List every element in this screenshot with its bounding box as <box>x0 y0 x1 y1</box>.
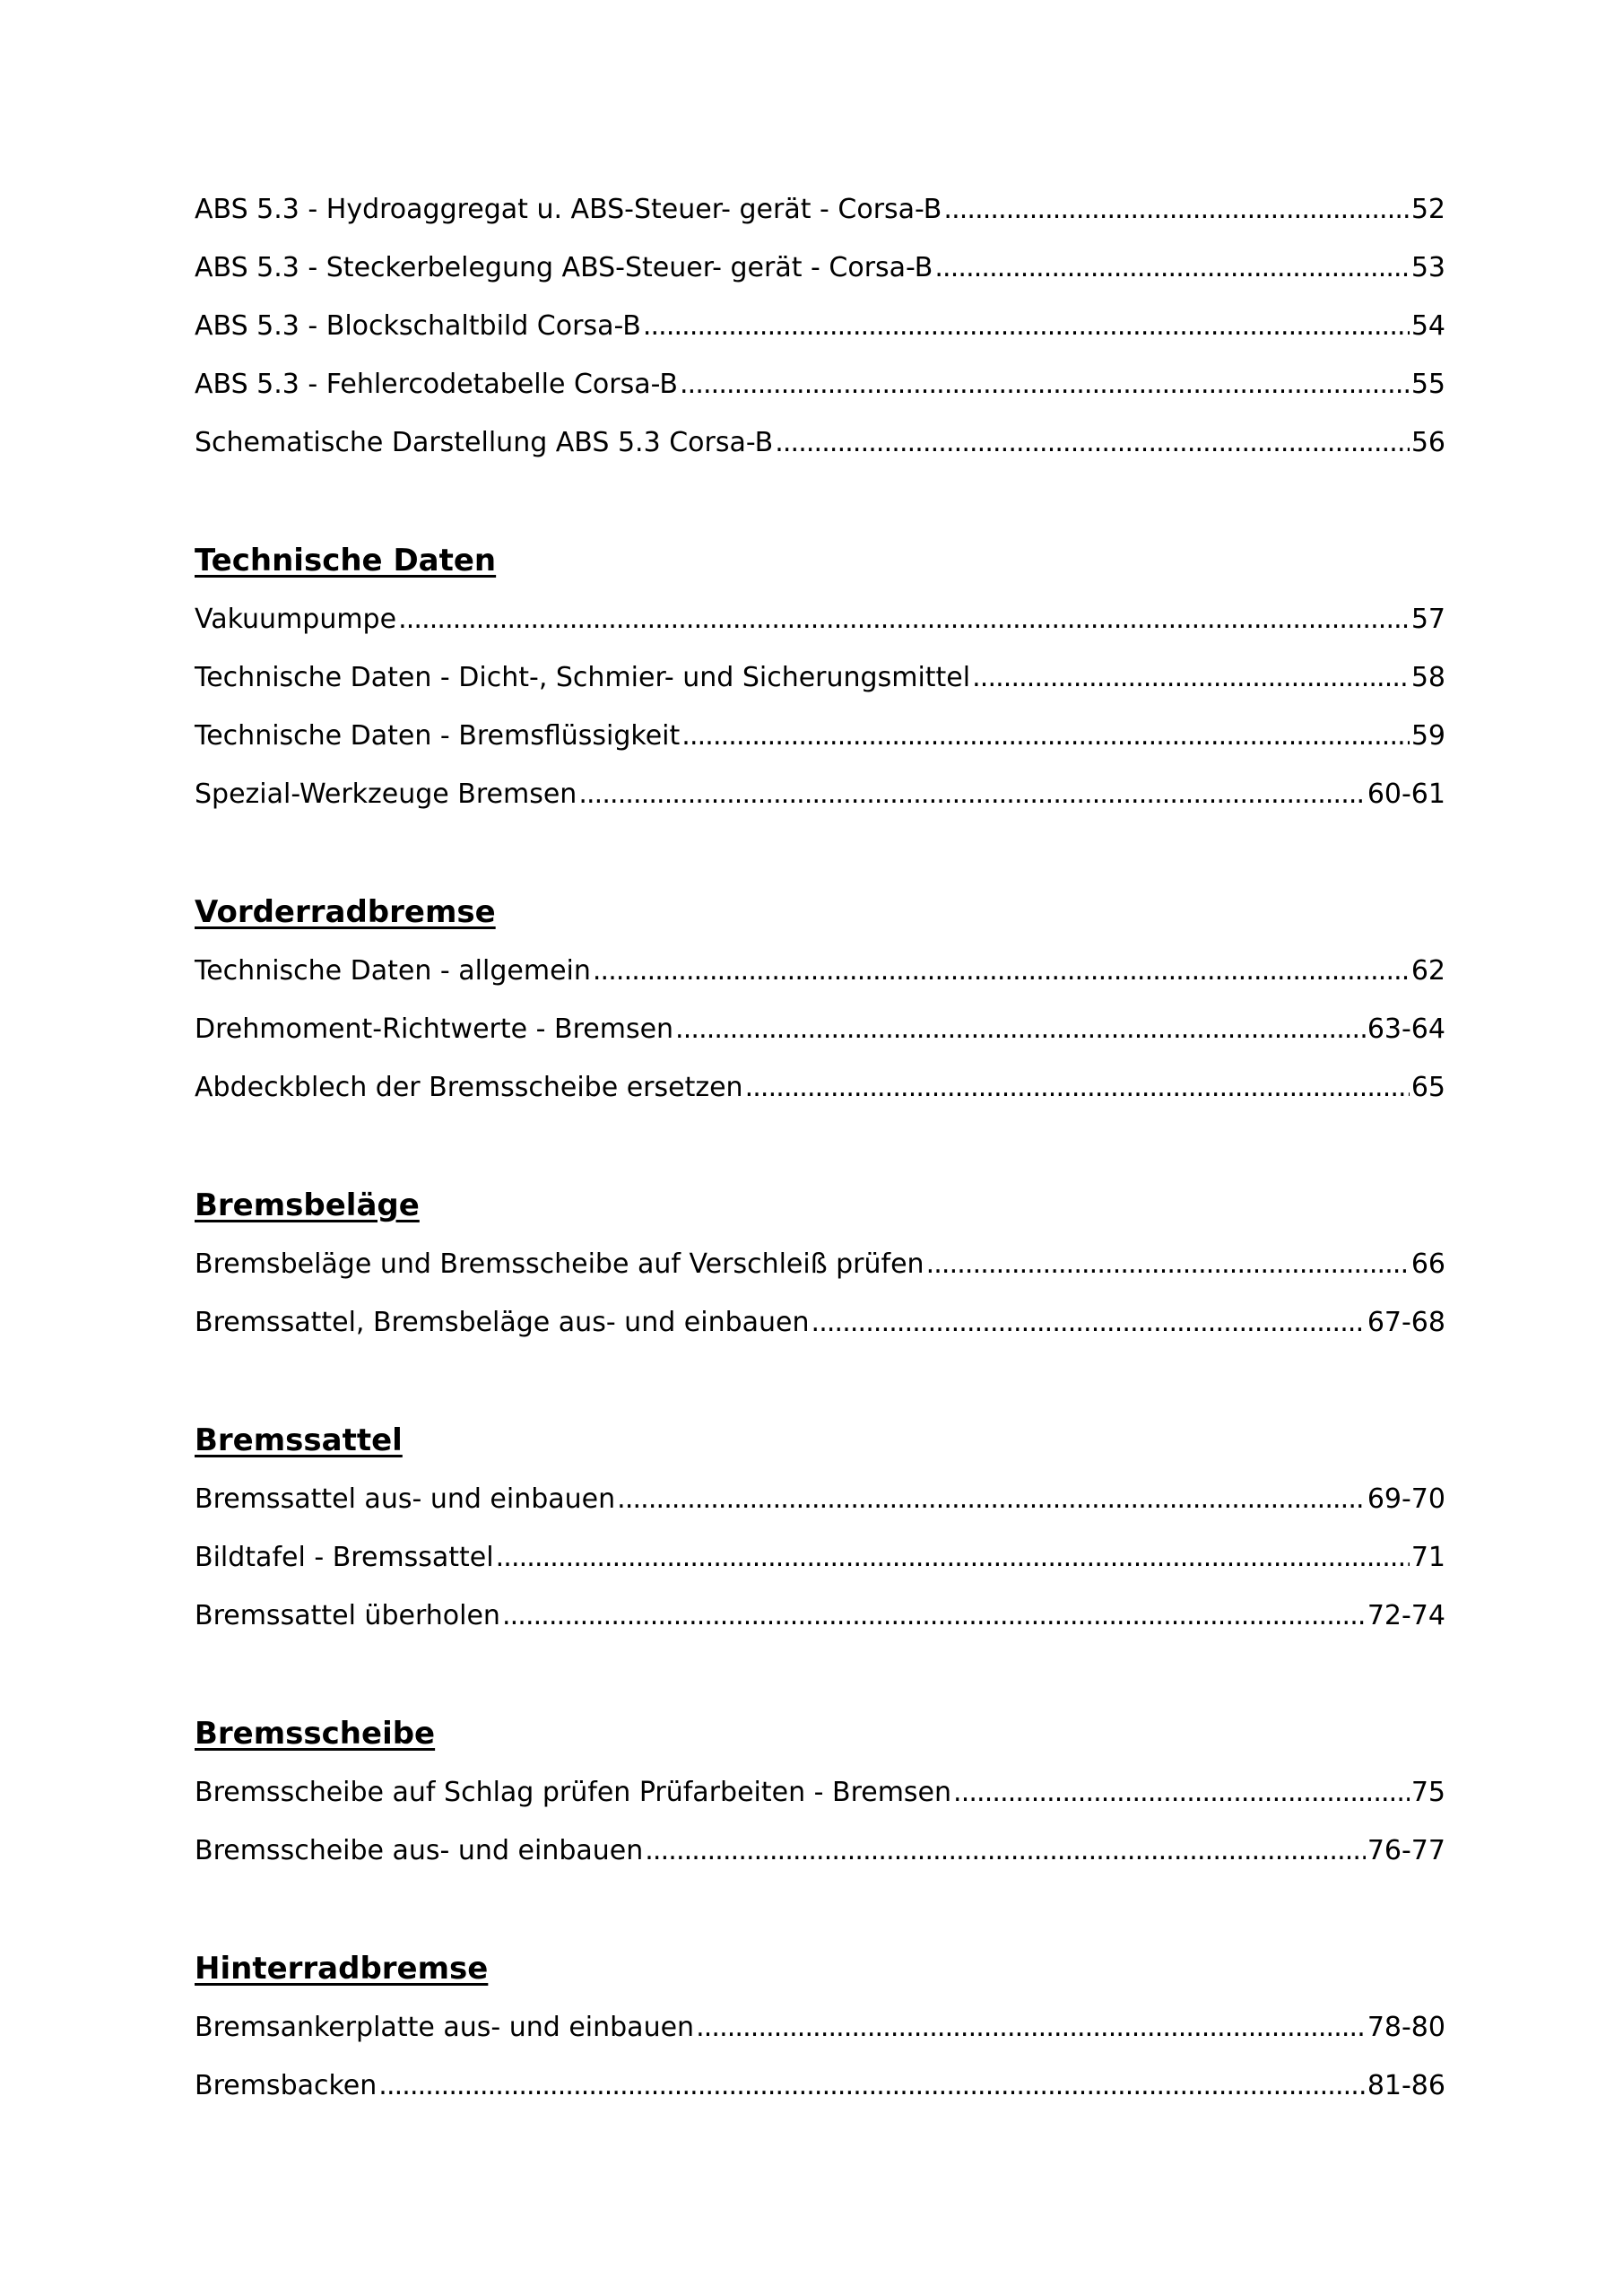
toc-entry[interactable] <box>195 2008 1445 2066</box>
toc-entry[interactable] <box>195 1010 1445 1068</box>
toc-entry[interactable] <box>195 658 1445 717</box>
toc-entry[interactable] <box>195 365 1445 423</box>
toc-entry-page: 54 <box>1410 310 1445 342</box>
toc-entry-page: 66 <box>1410 1248 1445 1280</box>
toc-entry-page: 58 <box>1410 662 1445 693</box>
dot-leader <box>680 365 1410 404</box>
toc-entry-page: 71 <box>1410 1542 1445 1573</box>
toc-entry[interactable] <box>195 423 1445 482</box>
toc-entry-title: Abdeckblech der Bremsscheibe ersetzen <box>195 1072 743 1103</box>
toc-entry[interactable] <box>195 1303 1445 1361</box>
toc-entry-title: Spezial-Werkzeuge Bremsen <box>195 778 577 810</box>
toc-section-bremsbelaege <box>195 1186 1445 1361</box>
toc-entry-page: 81-86 <box>1367 2070 1445 2101</box>
toc-entry-title: Vakuumpumpe <box>195 604 397 635</box>
toc-entry-title: Bremsbeläge und Bremsscheibe auf Verschleiß prüfen <box>195 1248 924 1280</box>
dot-leader <box>617 1480 1366 1519</box>
dot-leader <box>745 1068 1410 1108</box>
toc-entry[interactable] <box>195 717 1445 775</box>
toc-entry-page: 52 <box>1410 194 1445 225</box>
dot-leader <box>972 658 1410 698</box>
toc-entry-title: Bremssattel aus- und einbauen <box>195 1483 616 1515</box>
toc-entry[interactable] <box>195 1596 1445 1655</box>
toc-entry-title: ABS 5.3 - Hydroaggregat u. ABS-Steuer- gerät - Corsa-B <box>195 194 942 225</box>
toc-entry[interactable] <box>195 775 1445 833</box>
toc-entry-page: 65 <box>1410 1072 1445 1103</box>
dot-leader <box>926 1245 1410 1284</box>
toc-section-technische-daten <box>195 541 1445 833</box>
dot-leader <box>696 2008 1366 2048</box>
toc-entry[interactable] <box>195 1831 1445 1890</box>
toc-entry-title: Bremsscheibe aus- und einbauen <box>195 1835 644 1866</box>
toc-entry-title: Technische Daten - allgemein <box>195 955 591 987</box>
toc-entry[interactable] <box>195 307 1445 365</box>
toc-entry[interactable] <box>195 1068 1445 1126</box>
dot-leader <box>496 1538 1410 1578</box>
toc-entry-page: 78-80 <box>1367 2012 1445 2043</box>
toc-entry[interactable] <box>195 248 1445 307</box>
dot-leader <box>681 717 1410 756</box>
toc-entry-page: 63-64 <box>1367 1013 1445 1045</box>
toc-entry-title: Bildtafel - Bremssattel <box>195 1542 494 1573</box>
toc-section-bremsscheibe <box>195 1714 1445 1890</box>
toc-entry[interactable] <box>195 600 1445 658</box>
toc-entry-page: 72-74 <box>1367 1600 1445 1631</box>
toc-entry-page: 55 <box>1410 369 1445 400</box>
dot-leader <box>934 248 1409 288</box>
toc-entry-title: Bremsbacken <box>195 2070 378 2101</box>
dot-leader <box>502 1596 1366 1636</box>
toc-entry-title: Bremsscheibe auf Schlag prüfen Prüfarbeiten - Bremsen <box>195 1777 952 1808</box>
toc-entry-page: 56 <box>1410 427 1445 458</box>
toc-entry-page: 57 <box>1410 604 1445 635</box>
toc-entry-title: Bremssattel, Bremsbeläge aus- und einbauen <box>195 1307 810 1338</box>
dot-leader <box>645 1831 1366 1871</box>
dot-leader <box>775 423 1410 463</box>
dot-leader <box>578 775 1365 814</box>
toc-entry-title: Technische Daten - Dicht-, Schmier- und Sicherungsmittel <box>195 662 971 693</box>
toc-entry-page: 53 <box>1410 252 1445 283</box>
section-heading: Technische Daten <box>195 543 497 578</box>
toc-section-bremssattel <box>195 1421 1445 1655</box>
toc-entry-title: Bremssattel überholen <box>195 1600 500 1631</box>
toc-entry-title: ABS 5.3 - Fehlercodetabelle Corsa-B <box>195 369 678 400</box>
toc-entry-page: 76-77 <box>1367 1835 1445 1866</box>
section-heading: Bremssattel <box>195 1422 403 1458</box>
section-heading: Bremsscheibe <box>195 1716 436 1752</box>
dot-leader <box>675 1010 1366 1049</box>
section-heading: Hinterradbremse <box>195 1951 489 1987</box>
toc-entry-page: 67-68 <box>1367 1307 1445 1338</box>
dot-leader <box>593 952 1410 991</box>
toc-entry[interactable] <box>195 190 1445 248</box>
toc-entry-title: Schematische Darstellung ABS 5.3 Corsa-B <box>195 427 774 458</box>
toc-intro-block <box>195 190 1445 482</box>
toc-entry[interactable] <box>195 1773 1445 1831</box>
dot-leader <box>378 2066 1366 2106</box>
toc-entry-page: 75 <box>1410 1777 1445 1808</box>
section-heading: Vorderradbremse <box>195 894 496 930</box>
toc-entry-page: 60-61 <box>1367 778 1445 810</box>
toc-entry[interactable] <box>195 1538 1445 1596</box>
toc-entry-page: 62 <box>1410 955 1445 987</box>
toc-entry-title: Bremsankerplatte aus- und einbauen <box>195 2012 695 2043</box>
dot-leader <box>953 1773 1410 1813</box>
dot-leader <box>398 600 1410 639</box>
toc-entry[interactable] <box>195 2066 1445 2125</box>
dot-leader <box>812 1303 1366 1343</box>
toc-entry-page: 69-70 <box>1367 1483 1445 1515</box>
dot-leader <box>643 307 1410 346</box>
toc-entry-title: Technische Daten - Bremsflüssigkeit <box>195 720 681 752</box>
toc-entry[interactable] <box>195 952 1445 1010</box>
table-of-contents <box>195 190 1445 2125</box>
toc-section-hinterradbremse <box>195 1949 1445 2125</box>
toc-entry[interactable] <box>195 1480 1445 1538</box>
dot-leader <box>943 190 1409 230</box>
toc-entry-page: 59 <box>1410 720 1445 752</box>
toc-entry-title: ABS 5.3 - Steckerbelegung ABS-Steuer- gerät - Corsa-B <box>195 252 933 283</box>
section-heading: Bremsbeläge <box>195 1187 420 1223</box>
toc-entry[interactable] <box>195 1245 1445 1303</box>
toc-section-vorderradbremse <box>195 892 1445 1126</box>
toc-entry-title: ABS 5.3 - Blockschaltbild Corsa-B <box>195 310 641 342</box>
toc-entry-title: Drehmoment-Richtwerte - Bremsen <box>195 1013 674 1045</box>
